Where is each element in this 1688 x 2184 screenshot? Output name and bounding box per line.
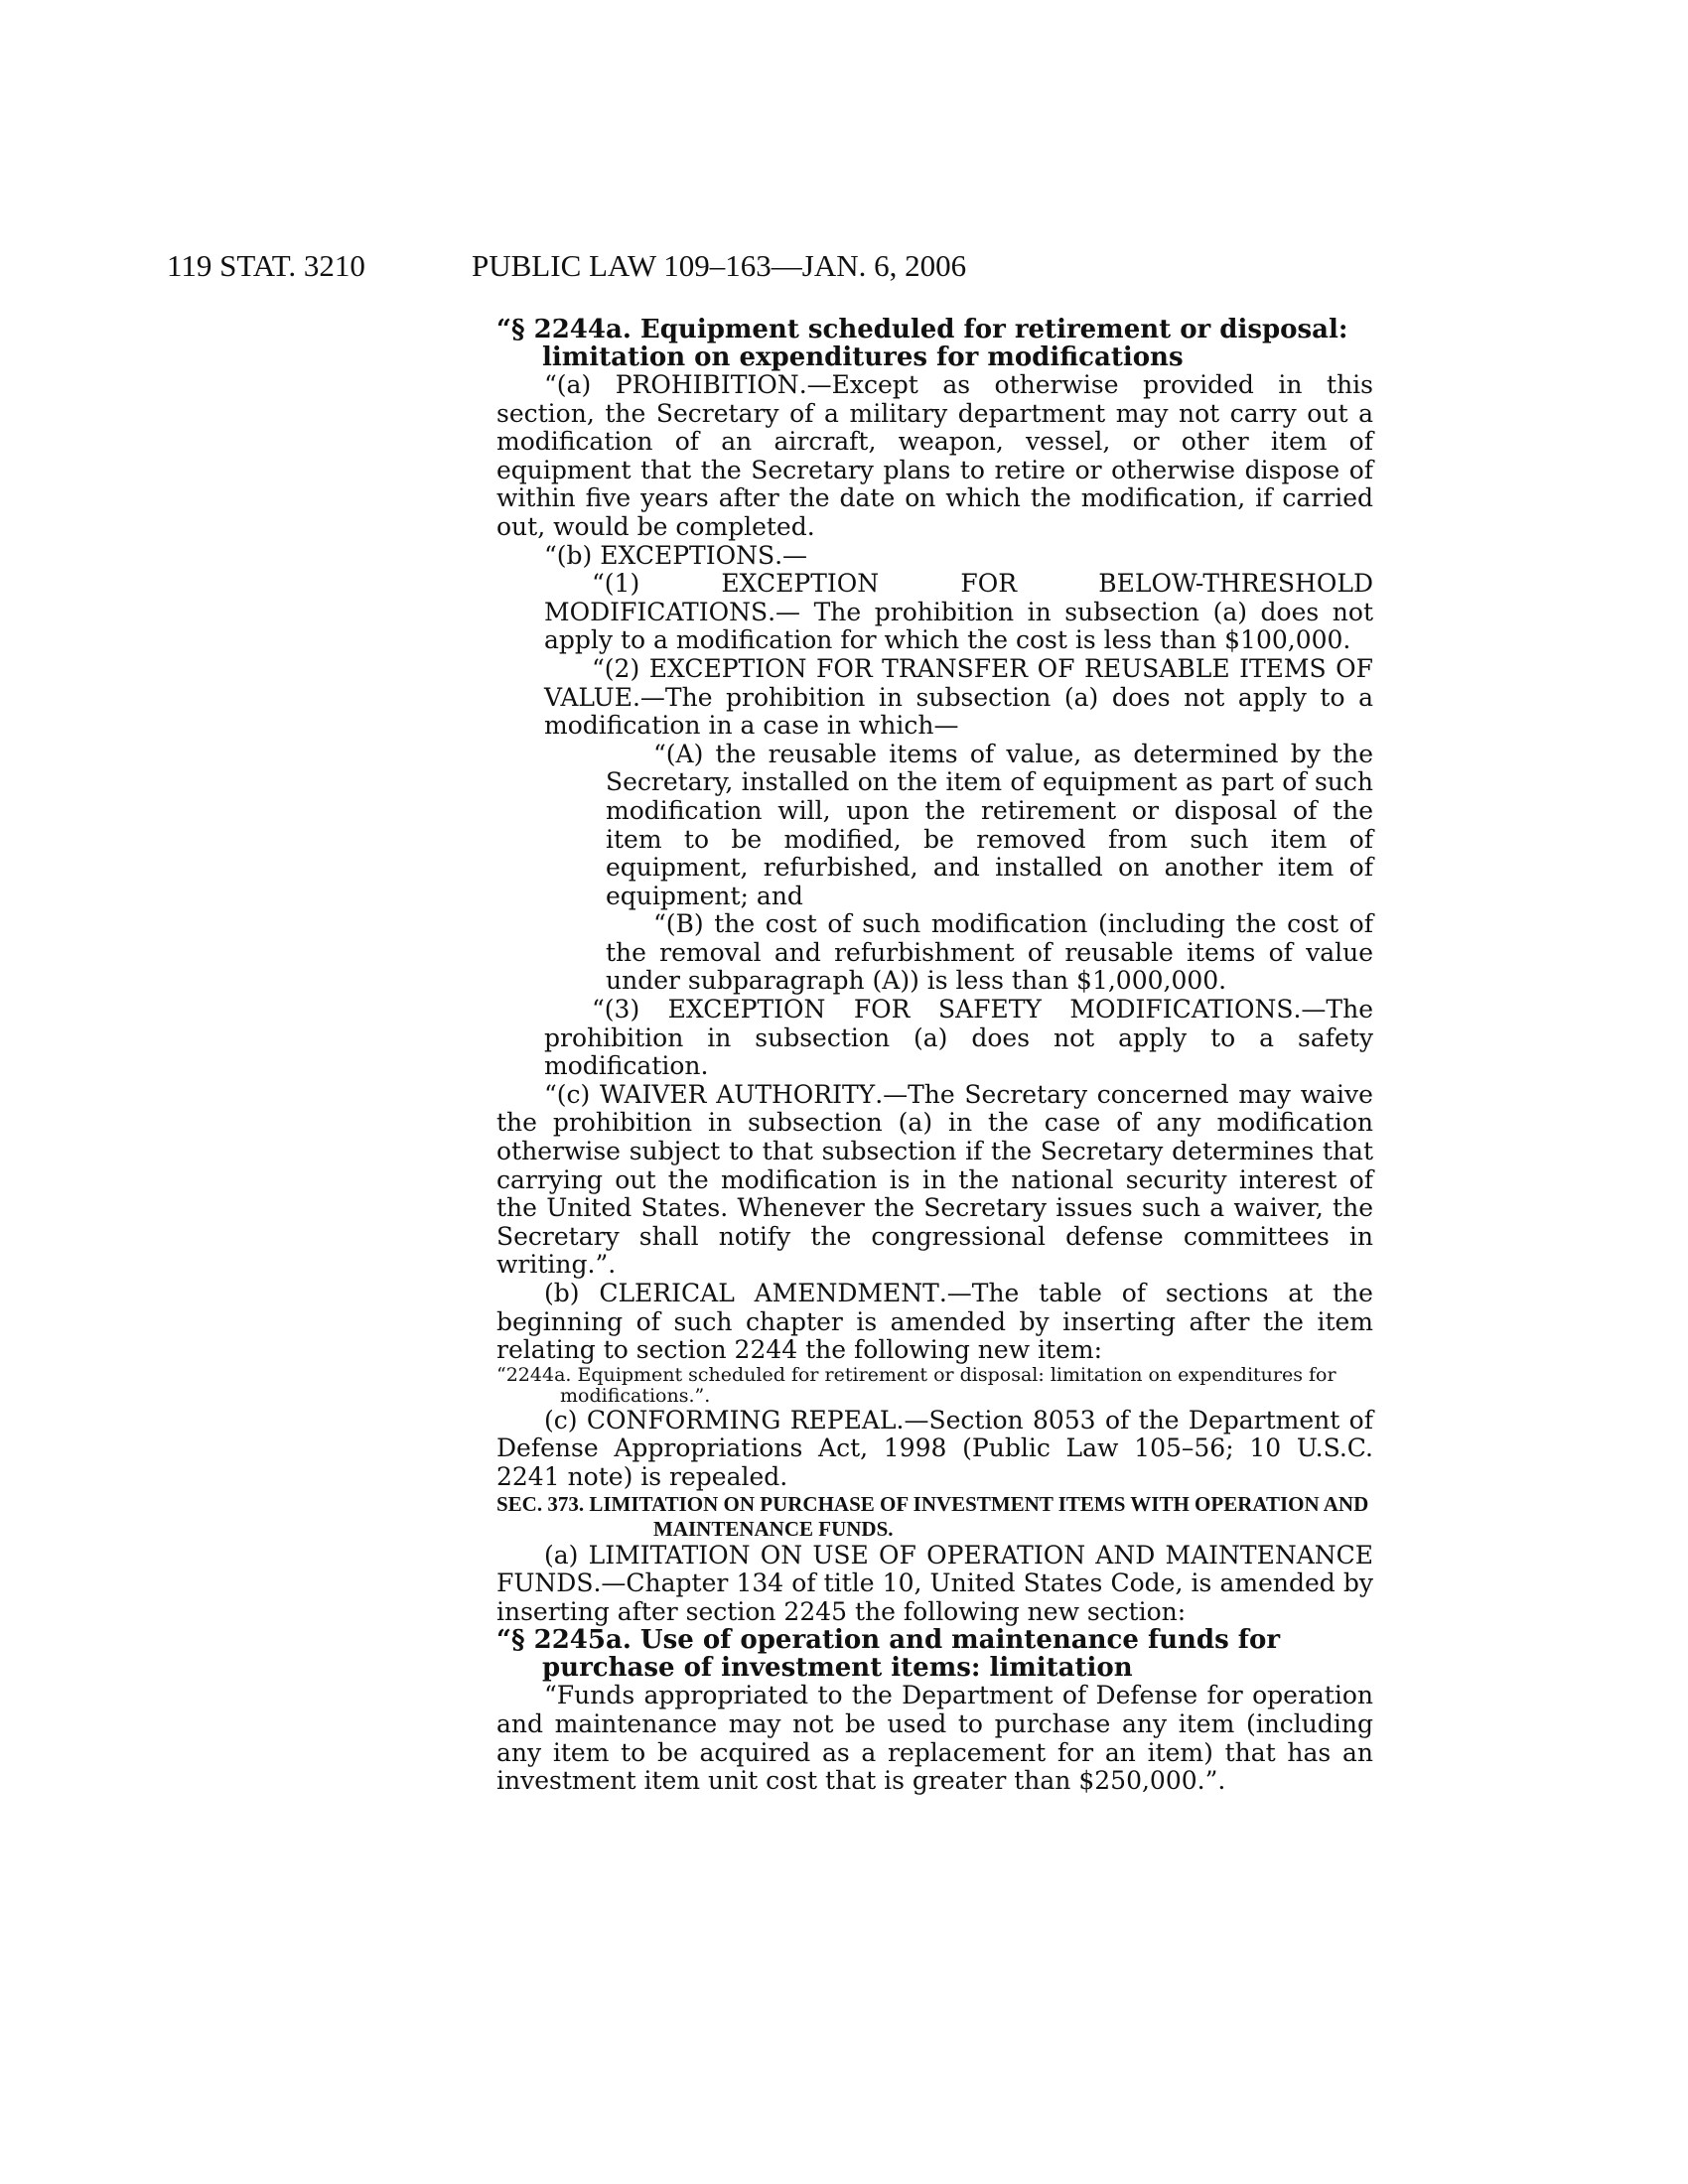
paragraph-b1 xyxy=(496,570,1373,655)
subsection-b-open: “(b) xyxy=(544,540,601,570)
subsection-b-exceptions xyxy=(496,542,1373,571)
subsection-c-open: “(c) xyxy=(544,1079,600,1109)
text-column xyxy=(496,316,1373,1796)
subsection-a-text: .—Except as otherwise provided in this section, the Secretary of a military department may not carry out a modification of an aircraft, weapon, vessel, or other item of equipment that the Secretary plans to retire or otherwise dispose of within five years after the date on which the modification, if carried out, would be completed. xyxy=(496,370,1373,541)
subsection-b-caption: EXCEPTIONS xyxy=(600,540,775,570)
paragraph-b2-caption: EXCEPTION FOR TRANSFER OF REUSABLE ITEMS OF VALUE xyxy=(544,653,1373,712)
sec-373-a-open: (a) xyxy=(544,1540,589,1570)
subsection-b-tail: .— xyxy=(774,540,808,570)
clerical-caption: CLERICAL AMENDMENT xyxy=(599,1279,939,1307)
conforming-text: .—Section 8053 of the Department of Defense Appropriations Act, 1998 (Public Law 105–56; 10 U.S.C. 2241 note) is repealed. xyxy=(496,1405,1373,1491)
subparagraph-b2B: “(B) the cost of such modification (including the cost of the removal and refurbishment of reusable items of value under subparagraph (A)) is less than $1,000,000. xyxy=(606,909,1373,996)
subsection-c-text: .—The Secretary concerned may waive the prohibition in subsection (a) in the case of any modification otherwise subject to that subsection if the Secretary determines that carrying out the modification is in the national security interest of the United States. Whenever the Secretary issues such a waiver, the Secretary shall notify the congressional defense committees in writing.”. xyxy=(496,1079,1373,1280)
page-number: 119 STAT. 3210 xyxy=(167,248,365,283)
conforming-open: (c) xyxy=(544,1405,587,1434)
section-2245a-text: “Funds appropriated to the Department of Defense for operation and maintenance may not be used to purchase any item (including any item to be acquired as a replacement for an item) that has an investment item unit cost that is greater than $250,000.”. xyxy=(496,1681,1373,1796)
law-title: PUBLIC LAW 109–163—JAN. 6, 2006 xyxy=(472,248,967,283)
conforming-repeal xyxy=(496,1407,1373,1492)
subsection-a-open: “(a) xyxy=(544,370,616,399)
paragraph-b1-open: “(1) xyxy=(592,569,722,599)
paragraph-b2 xyxy=(496,655,1373,741)
subsection-a-prohibition xyxy=(496,371,1373,542)
clerical-text: .—The table of sections at the beginning of such chapter is amended by inserting after the item relating to section 2244 the following new item: xyxy=(496,1279,1373,1365)
clerical-open: (b) xyxy=(544,1279,600,1307)
paragraph-b3-open: “(3) xyxy=(592,995,668,1024)
paragraph-b2-open: “(2) xyxy=(592,653,649,683)
sec-373-subsection-a xyxy=(496,1542,1373,1627)
sec-373-heading: SEC. 373. LIMITATION ON PURCHASE OF INVESTMENT ITEMS WITH OPERATION AND MAINTENANCE FUNDS. xyxy=(496,1491,1369,1541)
subsection-c-waiver xyxy=(496,1081,1373,1280)
clerical-amendment xyxy=(496,1280,1373,1365)
sec-373-a-text: .—Chapter 134 of title 10, United States Code, is amended by inserting after section 2245 the following new section: xyxy=(496,1569,1373,1626)
subparagraph-b2A: “(A) the reusable items of value, as determined by the Secretary, installed on the item of equipment as part of such modification will, upon the retirement or disposal of the item to be modified, be removed from such item of equipment, refurbished, and installed on another item of equipment; and xyxy=(606,739,1373,910)
paragraph-b1-caption: EXCEPTION FOR BELOW-THRESHOLD MODIFICATIONS xyxy=(544,569,1373,626)
sec-373-a-caption: LIMITATION ON USE OF OPERATION AND MAINTENANCE FUNDS xyxy=(496,1540,1373,1598)
table-of-sections-item: “2244a. Equipment scheduled for retirement or disposal: limitation on expenditures for modifications.”. xyxy=(496,1363,1336,1407)
paragraph-b3 xyxy=(496,996,1373,1081)
paragraph-b3-text: .—The prohibition in subsection (a) does not apply to a safety modification. xyxy=(544,995,1373,1081)
subsection-a-caption: PROHIBITION xyxy=(615,370,799,399)
paragraph-b1-text: .— The prohibition in subsection (a) does not apply to a modification for which the cost is less than $100,000. xyxy=(544,597,1373,655)
subsection-c-caption: WAIVER AUTHORITY xyxy=(600,1079,876,1109)
paragraph-b3-caption: EXCEPTION FOR SAFETY MODIFICATIONS xyxy=(667,995,1294,1024)
conforming-caption: CONFORMING REPEAL xyxy=(586,1405,897,1434)
section-2245a-heading: “§ 2245a. Use of operation and maintenance funds for purchase of investment items: limitation xyxy=(496,1625,1281,1684)
paragraph-b2-text: .—The prohibition in subsection (a) does not apply to a modification in a case in which— xyxy=(544,682,1373,741)
section-2244a-heading: “§ 2244a. Equipment scheduled for retirement or disposal: limitation on expenditures for modifications xyxy=(496,315,1348,372)
